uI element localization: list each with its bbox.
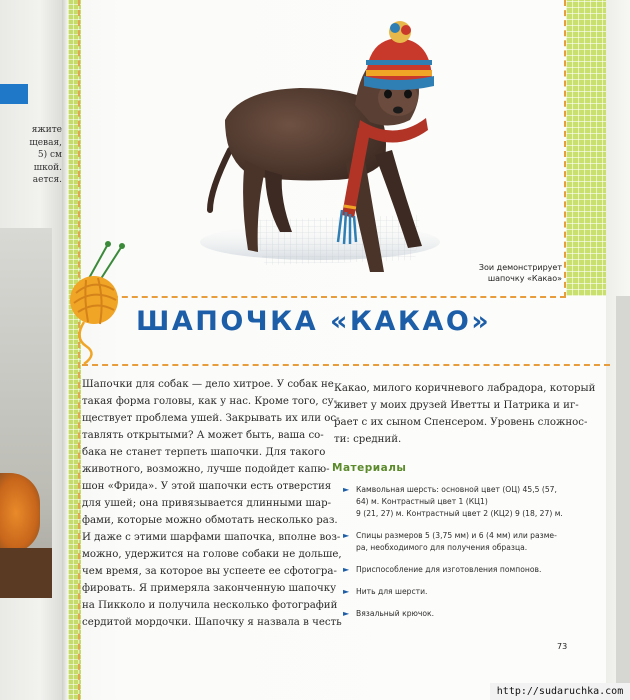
watermark-url: http://sudaruchka.com [490, 683, 630, 700]
page-number: 73 [557, 642, 568, 651]
left-page-text [0, 124, 62, 187]
green-grid-corner [566, 0, 606, 296]
photo-caption-line: шапочку «Какао» [487, 274, 562, 283]
left-page-text-line: ается. [32, 175, 62, 185]
arrow-bullet-icon: ► [343, 609, 350, 618]
yarn-ball-icon [64, 238, 134, 366]
photo-caption-line: Зои демонстрирует [478, 263, 562, 272]
left-page-text-line: шкой. [33, 162, 62, 173]
left-page-text-line: 5) см [37, 150, 62, 160]
left-photo-brown-area [0, 548, 52, 598]
materials-item [340, 608, 590, 620]
body-line: рает с их сыном Спенсером. Уровень сложнос- [334, 417, 588, 428]
body-line: И даже с этими шарфами шапочка, вполне воз- [82, 532, 341, 543]
left-page-photo [0, 228, 52, 598]
body-line: живет у моих друзей Иветты и Патрика и иг- [334, 400, 579, 411]
dashed-divider [82, 364, 610, 366]
materials-item-line: 9 (21, 27) м. Контрастный цвет 2 (КЦ2) 9 (18, 27) м. [356, 509, 563, 518]
body-line: Какао, милого коричневого лабрадора, который [334, 383, 596, 394]
materials-item-line: Нить для шерсти. [356, 587, 428, 596]
body-line: ти: средний. [334, 434, 402, 445]
body-line: фами, которые можно обмотать несколько раз. [82, 515, 338, 526]
materials-item [340, 484, 590, 520]
left-photo-orange-knit [0, 473, 40, 553]
materials-heading: Материалы [332, 462, 407, 474]
left-page-edge [0, 0, 62, 700]
body-line: Шапочки для собак — дело хитрое. У собак не [82, 379, 334, 390]
intro-text-right [334, 380, 596, 448]
materials-item-line: Приспособление для изготовления помпонов. [356, 565, 542, 574]
page-title: ШАПОЧКА «КАКАО» [136, 306, 492, 337]
photo-caption [470, 262, 562, 284]
materials-list [340, 484, 590, 630]
materials-item [340, 586, 590, 598]
body-line: животного, возможно, лучше подойдет капю- [82, 464, 330, 475]
right-page-edge [606, 0, 630, 700]
materials-item-line: ра, необходимого для получения образца. [356, 543, 528, 552]
body-line: сердитой мордочки. Шапочку я назвала в честь [82, 617, 342, 628]
body-line: бака не станет терпеть шапочки. Для такого [82, 447, 326, 458]
body-line: чем время, за которое вы успеете ее сфотогра- [82, 566, 337, 577]
body-line: такая форма головы, как у нас. Кроме того, су- [82, 396, 337, 407]
arrow-bullet-icon: ► [343, 565, 350, 574]
materials-item [340, 530, 590, 554]
dog-photo [170, 10, 500, 285]
body-line: ществует проблема ушей. Закрывать их или ос- [82, 413, 340, 424]
body-line: шон «Фрида». У этой шапочки есть отверстия [82, 481, 332, 492]
body-line: для ушей; она привязывается длинными шар- [82, 498, 332, 509]
body-line: на Пикколо и получила несколько фотографий [82, 600, 338, 611]
arrow-bullet-icon: ► [343, 531, 350, 540]
left-page-text-line: яжите [31, 125, 62, 135]
body-line: можно, удержится на голове собаки не дольше, [82, 549, 342, 560]
materials-item-line: Вязальный крючок. [356, 609, 435, 618]
left-page-blue-block [0, 84, 28, 104]
arrow-bullet-icon: ► [343, 485, 350, 494]
materials-item-line: 64) м. Контрастный цвет 1 (КЦ1) [356, 497, 488, 506]
materials-item-line: Спицы размеров 5 (3,75 мм) и 6 (4 мм) или разме- [356, 531, 557, 540]
body-line: фировать. Я примеряла законченную шапочку [82, 583, 337, 594]
materials-item [340, 564, 590, 576]
arrow-bullet-icon: ► [343, 587, 350, 596]
left-page-text-line: щевая, [29, 137, 62, 148]
intro-text-left [82, 376, 342, 631]
body-line: тавлять открытыми? А может быть, ваша со- [82, 430, 324, 441]
materials-item-line: Камвольная шерсть: основной цвет (ОЦ) 45,5 (57, [356, 485, 557, 494]
